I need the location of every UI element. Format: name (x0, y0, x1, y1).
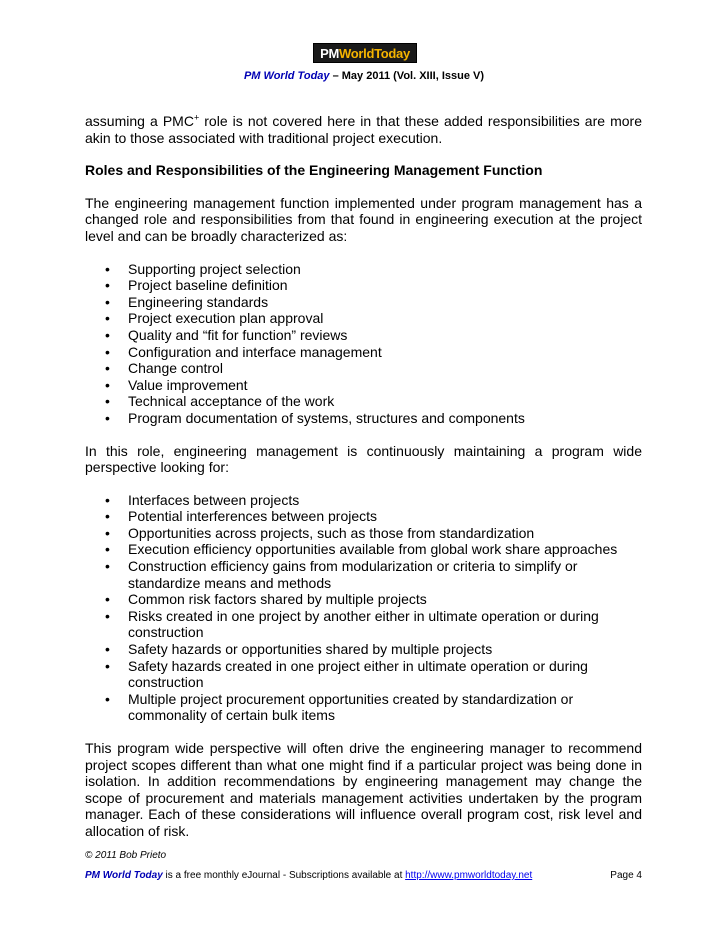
list-item: • Interfaces between projects (85, 492, 642, 509)
list-item: • Construction efficiency gains from modularization or criteria to simplify or standardize means and methods (85, 558, 642, 591)
paragraph-perspective-intro: In this role, engineering management is continuously maintaining a program wide perspective looking for: (85, 442, 642, 476)
list-item: • Execution efficiency opportunities available from global work share approaches (85, 541, 642, 558)
page-number: Page 4 (610, 870, 642, 881)
perspective-list (85, 492, 642, 724)
list-item: • Safety hazards created in one project either in ultimate operation or during construction (85, 658, 642, 691)
list-item: • Supporting project selection (85, 261, 642, 278)
paragraph-pmc-text-end: role is not covered here in that these added responsibilities are more akin to those associated with traditional project execution. (85, 113, 642, 146)
list-item: • Change control (85, 360, 642, 377)
list-item: • Engineering standards (85, 294, 642, 311)
paragraph-roles-intro: The engineering management function implemented under program management has a changed role and responsibilities from that found in engineering execution at the project level and can be broadly characterized as: (85, 194, 642, 244)
list-item: • Multiple project procurement opportunities created by standardization or commonality of certain bulk items (85, 691, 642, 724)
paragraph-pmc (85, 113, 642, 146)
footer-text (85, 870, 532, 881)
header-issue: – May 2011 (Vol. XIII, Issue V) (329, 70, 485, 82)
list-item: • Common risk factors shared by multiple projects (85, 591, 642, 608)
paragraph-pmc-text-start: assuming a PMC (85, 113, 194, 129)
section-heading: Roles and Responsibilities of the Engineering Management Function (85, 162, 543, 179)
article-body (85, 113, 642, 856)
list-item: • Configuration and interface management (85, 344, 642, 361)
page-footer (85, 870, 642, 881)
logo-text-pm: PM (320, 45, 339, 61)
list-item: • Value improvement (85, 377, 642, 394)
roles-list (85, 261, 642, 427)
pm-world-today-logo (313, 43, 417, 63)
list-item: • Project baseline definition (85, 277, 642, 294)
page-header (0, 70, 728, 82)
header-publication: PM World Today (243, 70, 330, 82)
list-item: • Program documentation of systems, structures and components (85, 410, 642, 427)
list-item: • Safety hazards or opportunities shared by multiple projects (85, 641, 642, 658)
list-item: • Technical acceptance of the work (85, 393, 642, 410)
list-item: • Risks created in one project by another either in ultimate operation or during construction (85, 608, 642, 641)
list-item: • Quality and “fit for function” reviews (85, 327, 642, 344)
copyright-notice: © 2011 Bob Prieto (85, 850, 167, 861)
pmc-superscript: + (193, 112, 200, 123)
paragraph-conclusion: This program wide perspective will often drive the engineering manager to recommend project scopes different than what one might find if a particular project was being done in isolation. In addition recommendations by engineering management may change the scope of procurement and materials management activities undertaken by the program manager. Each of these considerations will influence overall program cost, risk level and allocation of risk. (85, 740, 642, 839)
list-item: • Potential interferences between projects (85, 508, 642, 525)
footer-link[interactable]: http://www.pmworldtoday.net (405, 870, 533, 881)
list-item: • Project execution plan approval (85, 310, 642, 327)
list-item: • Opportunities across projects, such as those from standardization (85, 525, 642, 542)
footer-description: is a free monthly eJournal - Subscriptions available at (162, 870, 406, 881)
footer-publication: PM World Today (85, 870, 163, 881)
logo-text-worldtoday: WorldToday (339, 45, 410, 61)
